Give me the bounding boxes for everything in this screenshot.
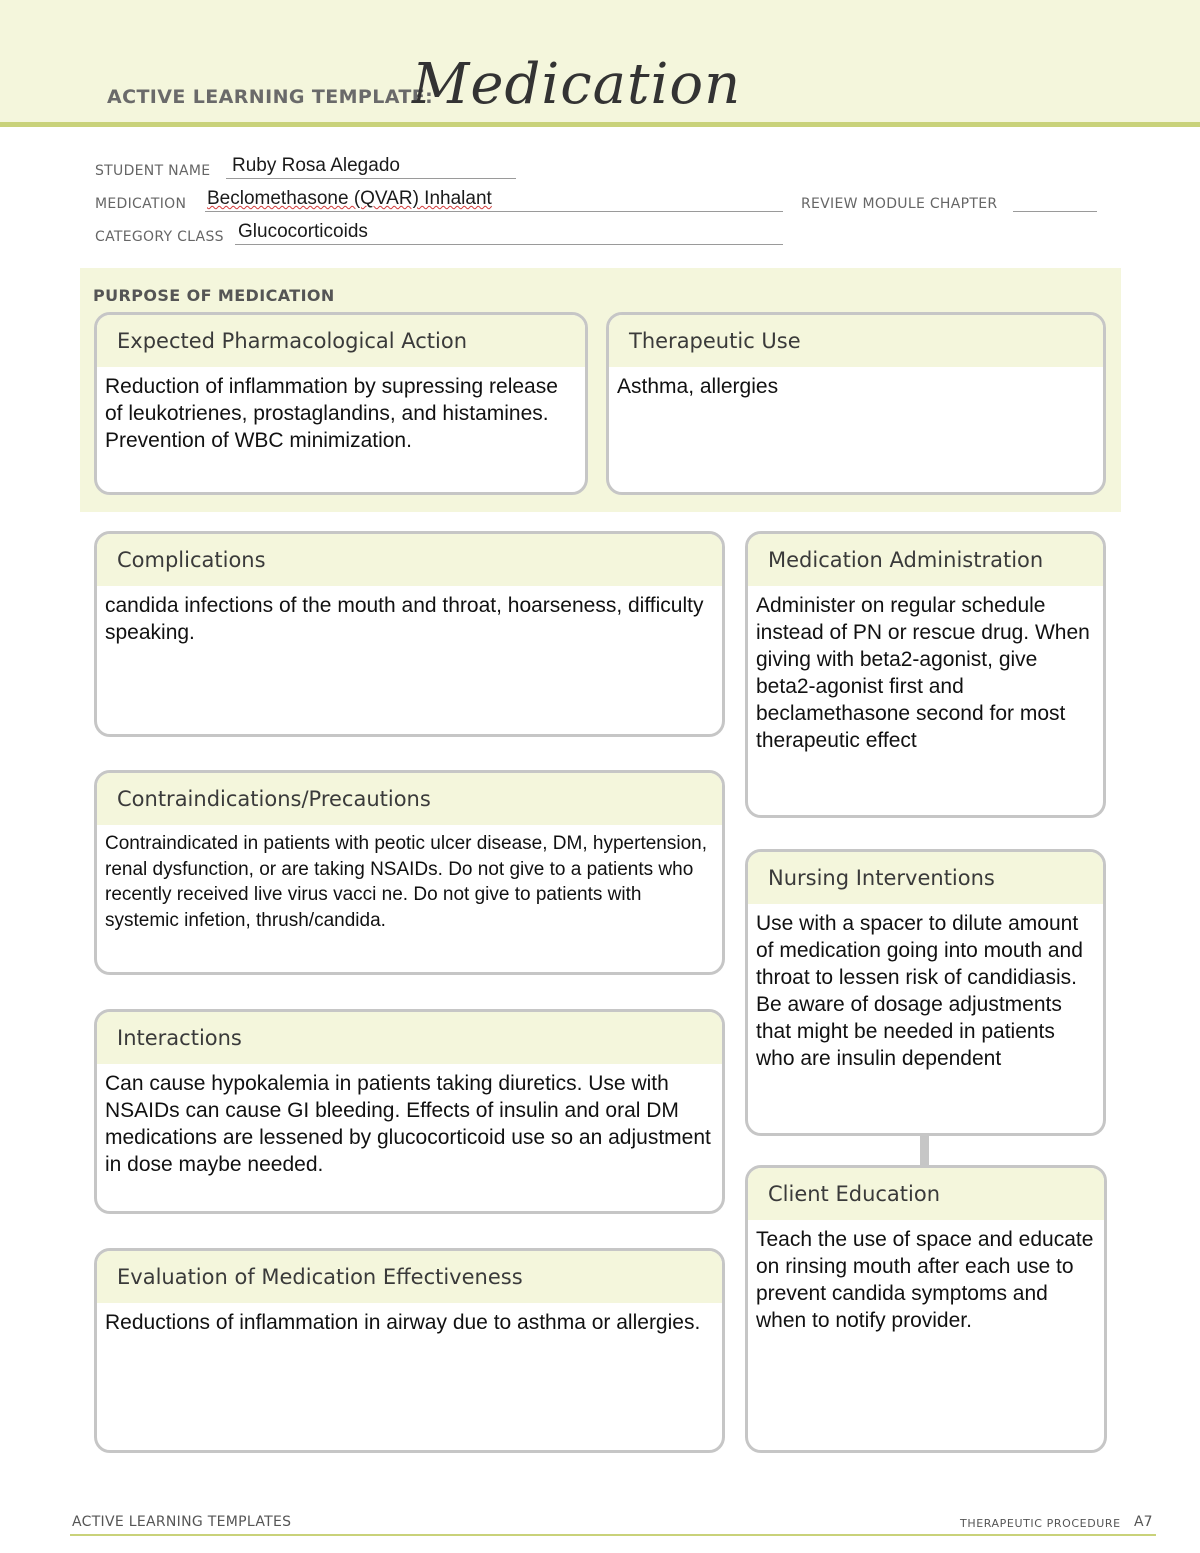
contraindications-heading: Contraindications/Precautions xyxy=(97,773,722,825)
expected-action-heading: Expected Pharmacological Action xyxy=(97,315,585,367)
student-name-line xyxy=(226,178,516,179)
contraindications-text[interactable]: Contraindicated in patients with peotic ulcer disease, DM, hypertension, renal dysfunction, or are taking NSAIDs. Do not give to a patients who recently received live virus vacci ne. Do not give to patients with systemic infetion, thrush/candida. xyxy=(105,833,707,931)
complications-box xyxy=(94,531,725,737)
purpose-title: PURPOSE OF MEDICATION xyxy=(93,286,335,305)
nursing-interventions-box xyxy=(745,849,1106,1136)
expected-action-box xyxy=(94,312,588,495)
complications-text[interactable]: candida infections of the mouth and throat, hoarseness, difficulty speaking. xyxy=(105,594,704,644)
interactions-heading: Interactions xyxy=(97,1012,722,1064)
medication-field[interactable]: Beclomethasone (QVAR) Inhalant xyxy=(207,188,492,209)
medication-line xyxy=(205,211,783,212)
evaluation-heading: Evaluation of Medication Effectiveness xyxy=(97,1251,722,1303)
student-name-row xyxy=(95,157,520,181)
evaluation-box xyxy=(94,1248,725,1453)
category-class-field[interactable]: Glucocorticoids xyxy=(238,221,368,242)
contraindications-box xyxy=(94,770,725,975)
category-class-row xyxy=(95,223,785,247)
medication-label: MEDICATION xyxy=(95,196,187,212)
footer-left-label: ACTIVE LEARNING TEMPLATES xyxy=(72,1514,292,1530)
footer-rule xyxy=(70,1534,1156,1536)
therapeutic-use-box xyxy=(606,312,1106,495)
medication-administration-text[interactable]: Administer on regular schedule instead of PN or rescue drug. When giving with beta2-agonist, give beta2-agonist first and beclamethasone second for most therapeutic effect xyxy=(756,594,1090,752)
complications-heading: Complications xyxy=(97,534,722,586)
footer-page-number: A7 xyxy=(1134,1514,1153,1530)
connector-bar xyxy=(920,1134,929,1167)
category-class-label: CATEGORY CLASS xyxy=(95,229,224,245)
nursing-interventions-text[interactable]: Use with a spacer to dilute amount of medication going into mouth and throat to lessen risk of candidiasis. Be aware of dosage adjustments that might be needed in patients who are insulin dependent xyxy=(756,912,1083,1070)
review-module-line xyxy=(1013,211,1097,212)
interactions-text[interactable]: Can cause hypokalemia in patients taking diuretics. Use with NSAIDs can cause GI bleeding. Effects of insulin and oral DM medications are lessened by glucocorticoid use so an adjustment in dose maybe needed. xyxy=(105,1072,711,1176)
footer-right-label: THERAPEUTIC PROCEDURE xyxy=(960,1517,1121,1530)
nursing-interventions-heading: Nursing Interventions xyxy=(748,852,1103,904)
review-module-label: REVIEW MODULE CHAPTER xyxy=(801,196,998,212)
therapeutic-use-heading: Therapeutic Use xyxy=(609,315,1103,367)
page-title: Medication xyxy=(412,52,742,117)
interactions-box xyxy=(94,1009,725,1214)
client-education-box xyxy=(745,1165,1107,1453)
therapeutic-use-text[interactable]: Asthma, allergies xyxy=(617,375,779,398)
student-name-field[interactable]: Ruby Rosa Alegado xyxy=(232,155,400,176)
student-name-label: STUDENT NAME xyxy=(95,163,211,179)
category-class-line xyxy=(235,244,783,245)
header-rule xyxy=(0,122,1200,127)
client-education-text[interactable]: Teach the use of space and educate on rinsing mouth after each use to prevent candida symptoms and when to notify provider. xyxy=(756,1228,1094,1332)
template-label: ACTIVE LEARNING TEMPLATE: xyxy=(107,86,434,108)
evaluation-text[interactable]: Reductions of inflammation in airway due to asthma or allergies. xyxy=(105,1311,701,1334)
medication-administration-box xyxy=(745,531,1106,818)
medication-administration-heading: Medication Administration xyxy=(748,534,1103,586)
expected-action-text[interactable]: Reduction of inflammation by supressing release of leukotrienes, prostaglandins, and histamines. Prevention of WBC minimization. xyxy=(105,375,558,452)
review-module-row xyxy=(801,190,1101,214)
client-education-heading: Client Education xyxy=(748,1168,1104,1220)
medication-row xyxy=(95,190,785,214)
